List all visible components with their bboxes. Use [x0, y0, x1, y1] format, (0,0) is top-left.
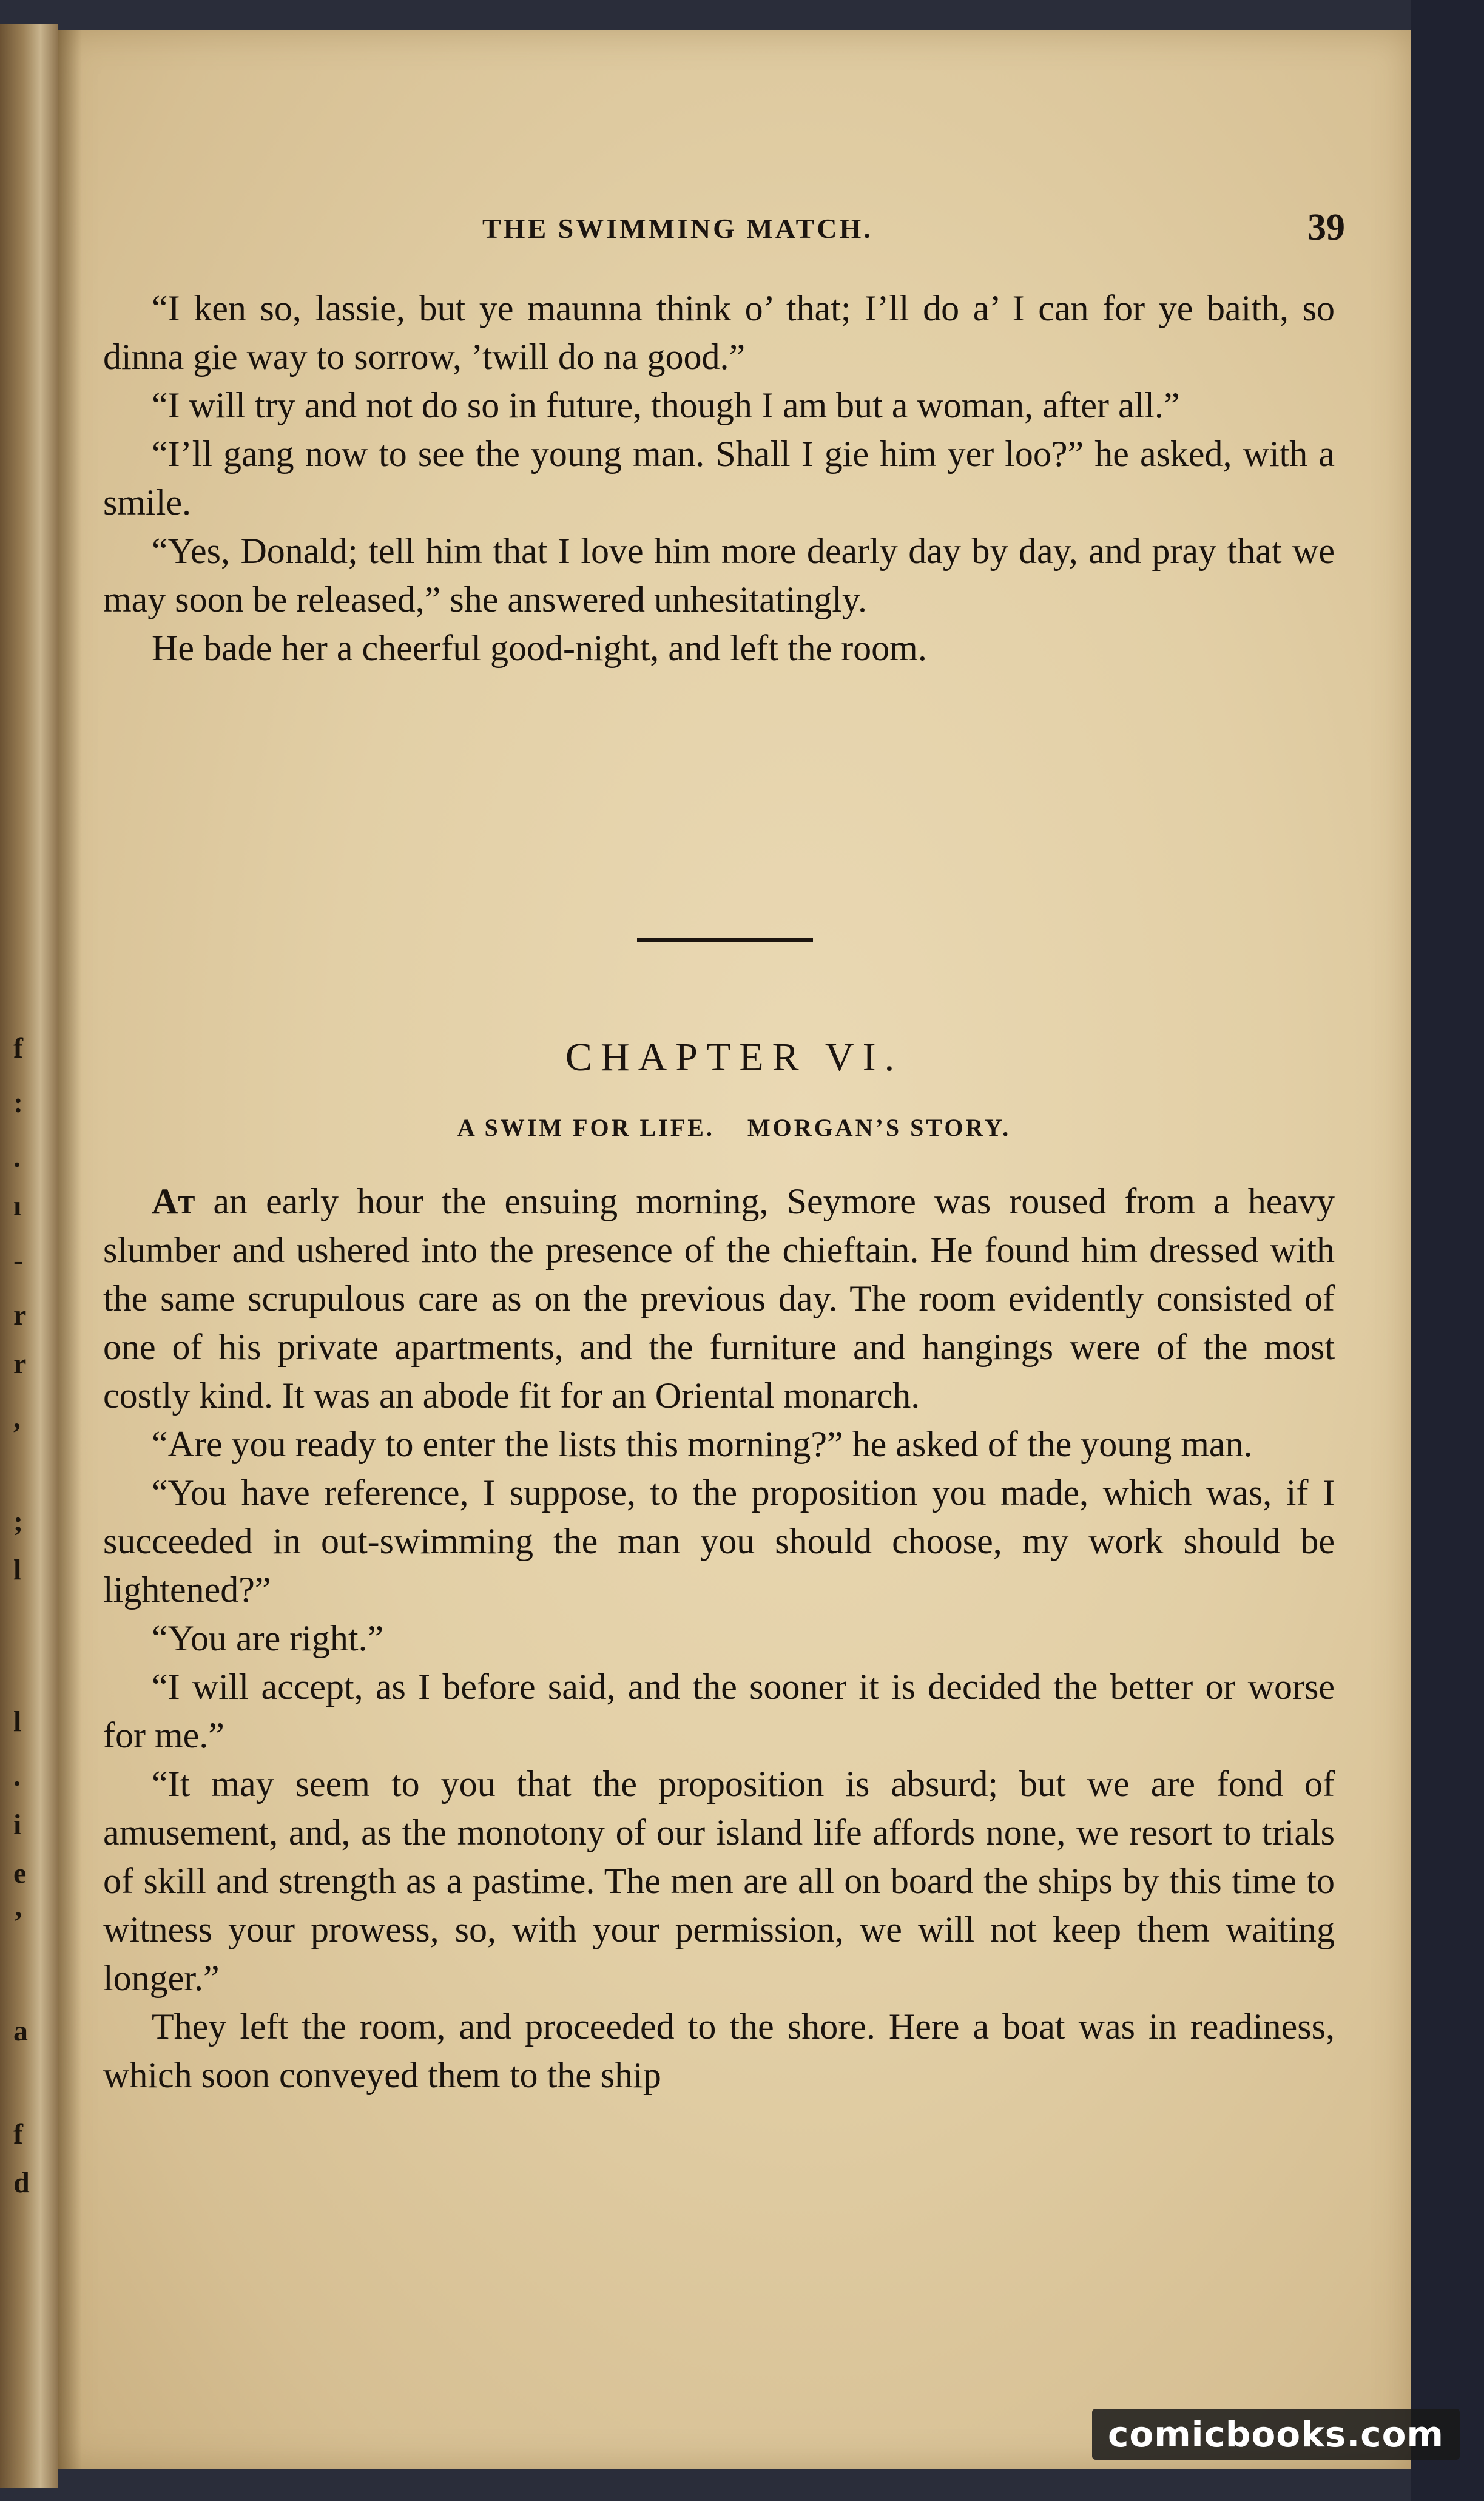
chapter-subtitle-part: MORGAN’S STORY.	[747, 1114, 1011, 1141]
margin-mark: r	[13, 1299, 27, 1331]
opening-paragraph	[103, 1177, 1335, 1420]
page-number: 39	[1307, 207, 1345, 248]
section-divider	[637, 938, 813, 942]
page-fold-shadow	[58, 30, 82, 2469]
margin-mark: ;	[13, 1505, 23, 1537]
margin-mark: l	[13, 1554, 22, 1586]
paragraph: “You are right.”	[152, 1618, 384, 1658]
chapter-body	[103, 1177, 1335, 2099]
running-head: THE SWIMMING MATCH.	[482, 213, 873, 244]
margin-mark: :	[13, 1087, 23, 1119]
margin-mark: e	[13, 1857, 27, 1889]
paragraph: “I ken so, lassie, but ye maunna think o’ that; I’ll do a’ I can for ye baith, so dinna gie way to sorrow, ’twill do na good.”	[103, 288, 1335, 377]
paragraph: “Yes, Donald; tell him that I love him more dearly day by day, and pray that we may soon be released,” she answered unhesitatingly.	[103, 531, 1335, 619]
paragraph: “You have reference, I suppose, to the proposition you made, which was, if I succeeded in out-swimming the man you should choose, my work should be lightened?”	[103, 1473, 1335, 1610]
margin-mark: f	[13, 2118, 23, 2150]
margin-mark: l	[13, 1706, 22, 1738]
margin-mark: -	[13, 1244, 23, 1277]
margin-mark: a	[13, 2015, 28, 2047]
margin-mark: ’	[13, 1906, 23, 1938]
paragraph: They left the room, and proceeded to the shore. Here a boat was in readiness, which soon conveyed them to the ship	[103, 2007, 1335, 2095]
scan-background	[1411, 0, 1484, 2501]
previous-page-margin-marks	[0, 24, 49, 2488]
margin-mark: .	[13, 1760, 21, 1792]
paragraph: He bade her a cheerful good-night, and left the room.	[152, 628, 927, 668]
book-page	[58, 30, 1411, 2469]
paragraph: “I will try and not do so in future, though I am but a woman, after all.”	[152, 385, 1180, 425]
chapter-subtitle	[58, 1113, 1411, 1142]
paragraph: “Are you ready to enter the lists this morning?” he asked of the young man.	[152, 1424, 1253, 1464]
dialogue-section	[103, 284, 1335, 672]
chapter-title: CHAPTER VI.	[565, 1035, 903, 1079]
margin-mark: ı	[13, 1190, 22, 1222]
margin-mark: r	[13, 1348, 27, 1380]
paragraph: “I will accept, as I before said, and the sooner it is decided the better or worse for me.”	[103, 1667, 1335, 1755]
opening-text: an early hour the ensuing morning, Seymore was roused from a heavy slumber and ushered into the presence of the chieftain. He found him dressed with the same scrupulous care as on the previous day. The room evidently consisted of one of his private apartments, and the furniture and hangings were of the most costly kind. It was an abode fit for an Oriental monarch.	[103, 1181, 1335, 1416]
margin-mark: .	[13, 1141, 21, 1173]
opening-dropcap: At	[152, 1181, 195, 1221]
margin-mark: d	[13, 2167, 30, 2199]
chapter-subtitle-part: A SWIM FOR LIFE.	[457, 1114, 715, 1141]
margin-mark: i	[13, 1809, 22, 1841]
paragraph: “It may seem to you that the proposition is absurd; but we are fond of amusement, and, as the monotony of our island life affords none, we resort to trials of skill and strength as a pastime. The men are all on board the ships by this time to witness your prowess, so, with your permission, we will not keep them waiting longer.”	[103, 1764, 1335, 1998]
site-watermark: comicbooks.com	[1092, 2409, 1460, 2460]
paragraph: “I’ll gang now to see the young man. Shall I gie him yer loo?” he asked, with a smile.	[103, 434, 1335, 522]
margin-mark: f	[13, 1032, 23, 1064]
margin-mark: ,	[13, 1402, 21, 1434]
